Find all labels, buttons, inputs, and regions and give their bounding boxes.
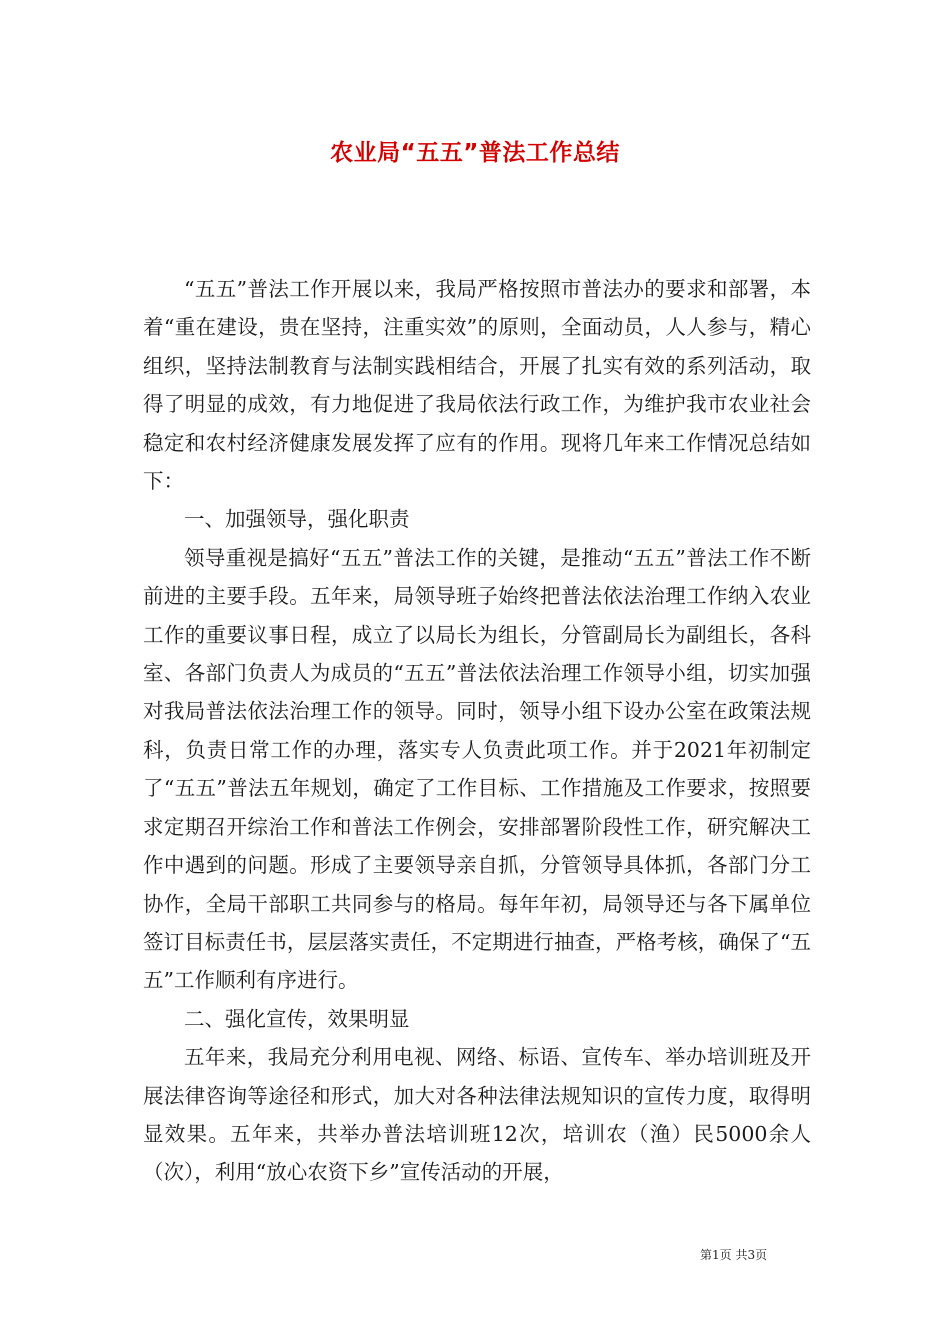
section-heading-2: 二、强化宣传，效果明显 bbox=[184, 1006, 410, 1031]
document-body bbox=[143, 270, 811, 1192]
page-number-footer: 第1页 共3页 bbox=[700, 1248, 768, 1262]
section-1-paragraph: 领导重视是搞好“五五”普法工作的关键，是推动“五五”普法工作不断前进的主要手段。五年来，局领导班子始终把普法依法治理工作纳入农业工作的重要议事日程，成立了以局长为组长，分管副局长为副组长，各科室、各部门负责人为成员的“五五”普法依法治理工作领导小组，切实加强对我局普法依法治理工作的领导。同时，领导小组下设办公室在政策法规科，负责日常工作的办理，落实专人负责此项工作。并于2021年初制定了“五五”普法五年规划，确定了工作目标、工作措施及工作要求，按照要求定期召开综治工作和普法工作例会，安排部署阶段性工作，研究解决工作中遇到的问题。形成了主要领导亲自抓，分管领导具体抓，各部门分工协作，全局干部职工共同参与的格局。每年年初，局领导还与各下属单位签订目标责任书，层层落实责任，不定期进行抽查，严格考核，确保了“五五”工作顺利有序进行。 bbox=[143, 545, 811, 993]
section-2-paragraph: 五年来，我局充分利用电视、网络、标语、宣传车、举办培训班及开展法律咨询等途径和形式，加大对各种法律法规知识的宣传力度，取得明显效果。五年来，共举办普法培训班12次，培训农（渔）民5000余人（次），利用“放心农资下乡”宣传活动的开展， bbox=[143, 1045, 811, 1185]
document-title: 农业局“五五”普法工作总结 bbox=[330, 140, 620, 166]
section-heading-1: 一、加强领导，强化职责 bbox=[184, 507, 410, 532]
intro-paragraph: “五五”普法工作开展以来，我局严格按照市普法办的要求和部署，本着“重在建设，贵在坚持，注重实效”的原则，全面动员，人人参与，精心组织，坚持法制教育与法制实践相结合，开展了扎实有效的系列活动，取得了明显的成效，有力地促进了我局依法行政工作，为维护我市农业社会稳定和农村经济健康发展发挥了应有的作用。现将几年来工作情况总结如下： bbox=[143, 277, 811, 494]
